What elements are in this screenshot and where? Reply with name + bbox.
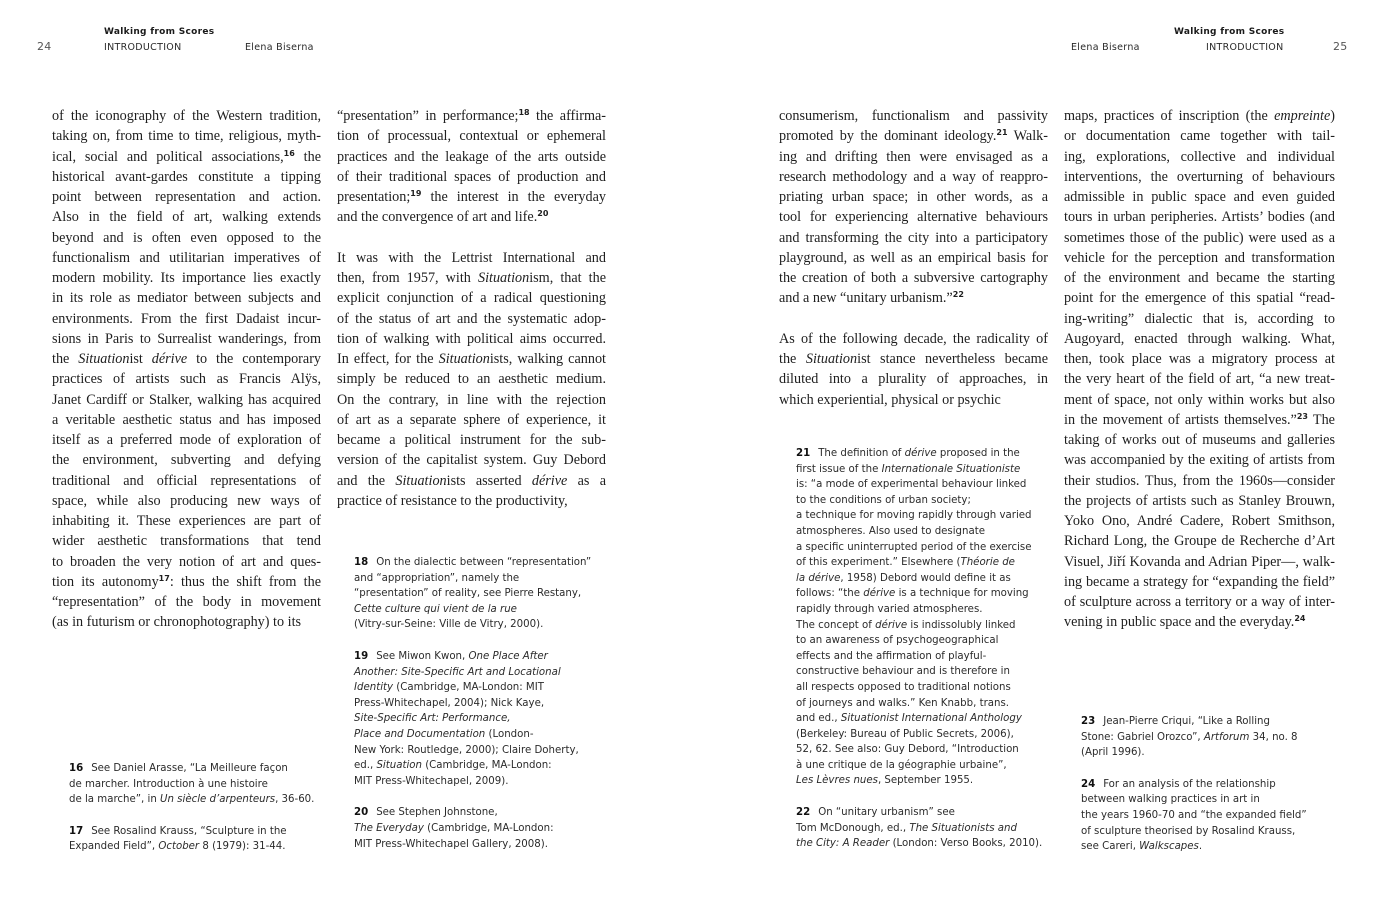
text-line: which experiential, physical or psychic (779, 391, 1001, 408)
text-line: the very heart of the field of art, “a new treat- (1064, 371, 1335, 388)
footnote-number: 19 (354, 650, 369, 662)
text-line: and the Situationists asserted dérive as a (337, 472, 606, 489)
text-line: the Situationist stance nevertheless became (779, 351, 1048, 367)
footnote-20: 20 See Stephen Johnstone, The Everyday (Cambridge, MA-London: MIT Press-Whitechapel Gallery, 2008). (354, 807, 554, 850)
footnote-number: 23 (1081, 716, 1096, 727)
text-line: environments. From the first Dadaist incur- (52, 310, 321, 327)
text-line: version of the capitalist system. Guy Debord (337, 452, 606, 469)
text-line: As of the following decade, the radicality of (779, 330, 1048, 347)
author-left: Elena Biserna (245, 42, 314, 53)
footnote-number: 18 (354, 557, 369, 568)
running-title-right: Walking from Scores (1174, 27, 1285, 37)
footnote-22: 22 On “unitary urbanism” see Tom McDonough, ed., The Situationists and the City: A Reader (London: Verso Books, 2010). (796, 807, 1043, 850)
footnote-number: 22 (796, 807, 811, 819)
text-line: then, from 1957, with Situationism, that the (337, 270, 607, 286)
text-line: maps, practices of inscription (the empreinte) (1064, 108, 1335, 124)
footnote-16: 16 See Daniel Arasse, “La Meilleure façon de marcher. Introduction à une histoire de la marche”, in Un siècle d’arpenteurs, 36-60. (69, 763, 315, 806)
text-line: point for the emergence of this spatial “read- (1064, 290, 1335, 307)
text-line: simply be reduced to an aesthetic medium. (337, 371, 606, 388)
footnote-18: 18 On the dialectic between “representation” and “appropriation”, namely the “presentation” of reality, see Pierre Restany, Cette culture qui vient de la rue (Vitry-sur-Seine: Ville de Vitry, 2000). (354, 557, 592, 631)
text-line: On the contrary, in line with the rejection (337, 391, 606, 408)
text-line: traditional and official representations of (52, 472, 321, 489)
text-line: tool for experiencing alternative behaviours (779, 209, 1048, 226)
text-line: consumerism, functionalism and passivity (779, 108, 1048, 124)
author-right: Elena Biserna (1071, 42, 1140, 53)
text-line: diluted into a plurality of approaches, in (779, 371, 1048, 388)
text-line: tion of walking with political aims occurred. (337, 330, 606, 347)
footnote-number: 21 (796, 448, 811, 459)
footnote-ref: 17 (158, 573, 170, 583)
text-line: ing-writing” dialectic that is, according to (1064, 310, 1335, 327)
body-column-right-2 (1064, 106, 1335, 633)
text-line: Also in the field of art, walking extends (52, 209, 321, 226)
text-line: then, took place was a migratory process at (1064, 351, 1335, 367)
text-line: in the movement of artists themselves.”$^{23}$ The (1064, 411, 1335, 428)
body-column-left-2 (337, 106, 606, 511)
text-line: was accompanied by the exiting of artists from (1064, 452, 1335, 469)
text-line: point between representation and action. (52, 189, 321, 205)
text-line: itself as a preferred mode of exploration of (52, 432, 321, 448)
page-number-left: 24 (37, 40, 52, 53)
text-line: a veritable aesthetic status and has imposed (52, 411, 321, 428)
footnote-24: 24 For an analysis of the relationship between walking practices in art in the years 1960-70 and “the expanded field” of sculpture theorised by Rosalind Krauss, see Careri, Walkscapes. (1081, 778, 1307, 853)
text-line: presentation;$^{19}$ the interest in the everyday (337, 189, 606, 205)
text-line: taking on, from time to time, religious, myth- (52, 128, 321, 145)
text-line: wider aesthetic transformations that tend (52, 533, 321, 550)
text-line: research methodology and a way of reappro- (779, 168, 1048, 185)
footnote-ref: 18 (518, 108, 530, 117)
text-line: in its role as mediator between subjects and (52, 290, 321, 307)
text-line: historical avant-gardes constitute a tipping (52, 168, 321, 185)
footnote-ref: 19 (410, 189, 422, 198)
footnotes-right-2 (1081, 714, 1343, 871)
text-line: tours in urban peripheries. Artists’ bodies (and (1064, 209, 1335, 226)
text-line: priating urban space; in other words, as a (779, 189, 1048, 205)
footnote-number: 20 (354, 807, 369, 819)
text-line: of the iconography of the Western tradition, (52, 108, 321, 124)
text-line: the creation of both a subversive cartography (779, 270, 1048, 286)
text-line: modern mobility. Its importance lies exactly (52, 270, 321, 286)
text-line: of their traditional spaces of production and (337, 168, 606, 185)
running-title-left: Walking from Scores (104, 27, 215, 37)
text-line: their studios. Thus, from the 1960s—consider (1064, 472, 1335, 489)
text-line: interventions, the overturning of behaviours (1064, 168, 1335, 185)
text-line: the Situationist dérive to the contemporary (52, 351, 322, 367)
text-line: tion of processual, contextual or ephemeral (337, 128, 606, 145)
text-line: Yoko Ono, André Cadere, Robert Smithson, (1064, 513, 1335, 529)
text-line: admissible in public space and even guided (1064, 189, 1335, 205)
text-line: “representation” of the body in movement (52, 594, 321, 610)
text-line: functionalism and utilitarian imperatives of (52, 249, 321, 266)
footnote-ref: 24 (1294, 614, 1306, 624)
text-line: or documentation came together with tail- (1064, 128, 1335, 145)
text-line: playground, as well as an empirical basis for (779, 249, 1048, 266)
footnote-ref: 23 (1296, 411, 1308, 421)
text-line: became a political instrument for the sub- (337, 432, 606, 448)
text-line: and the convergence of art and life.$^{20}$ (337, 209, 549, 226)
text-line: promoted by the dominant ideology.$^{21}$ Walk- (779, 128, 1048, 145)
text-line: ical, social and political associations,$^{16}$ the (52, 148, 321, 165)
text-line: sions in Paris to Surrealist wanderings, from (52, 330, 321, 347)
footnotes-right-1 (796, 446, 1058, 868)
text-line: and transforming the city into a participatory (779, 229, 1048, 246)
text-line: sometimes those of the public) were used as a (1064, 229, 1335, 246)
footnote-ref: 22 (952, 290, 964, 300)
text-line: Janet Cardiff or Stalker, walking has acquired (52, 391, 321, 408)
text-line: ing and drifting then were envisaged as a (779, 148, 1048, 165)
text-line: ing became a strategy for “expanding the field” (1064, 573, 1335, 590)
footnote-23: 23 Jean-Pierre Criqui, “Like a Rolling Stone: Gabriel Orozco”, Artforum 34, no. 8 (April 1996). (1081, 716, 1298, 759)
text-line: practice of resistance to the productivity, (337, 492, 568, 509)
text-line: inhabiting it. These experiences are part of (52, 513, 321, 529)
footnote-ref: 20 (537, 209, 549, 219)
footnote-17: 17 See Rosalind Krauss, “Sculpture in the Expanded Field”, October 8 (1979): 31-44. (69, 825, 287, 853)
footnote-number: 24 (1081, 778, 1096, 790)
footnote-number: 16 (69, 763, 84, 774)
text-line: Visuel, Jiří Kovanda and Adrian Piper—, walk- (1064, 553, 1335, 570)
text-line: of art as a separate sphere of experience, it (337, 411, 606, 428)
text-line: Richard Long, the Groupe de Recherche d’Art (1064, 533, 1335, 550)
text-line: and a new “unitary urbanism.”$^{22}$ (779, 290, 964, 307)
footnote-number: 17 (69, 825, 84, 837)
section-label-right: INTRODUCTION (1206, 42, 1284, 53)
text-line: practices and the leakage of the arts outside (337, 148, 606, 165)
text-line: taking of works out of museums and galleries (1064, 432, 1335, 448)
footnote-19: 19 See Miwon Kwon, One Place After Another: Site-Specific Art and Locational Identity (Cambridge, MA-London: MIT Press-Whitechapel, 2004); Nick Kaye, Site-Specific Art: Performance, Place and Documentation (London- New York: Routledge, 2000); Claire Doherty, ed., Situation (Cambridge, MA-London: MIT Press-Whitechapel, 2009). (354, 650, 579, 787)
text-line: explicit conjunction of a radical questioning (337, 290, 606, 307)
body-column-left-1 (52, 106, 321, 633)
text-line: Augoyard, enacted through walking. What, (1064, 330, 1335, 347)
text-line: ing, explorations, collective and individual (1064, 148, 1335, 165)
text-line: It was with the Lettrist International and (337, 249, 606, 266)
footnote-ref: 16 (283, 148, 295, 158)
text-line: tion its autonomy$^{17}$: thus the shift from the (52, 573, 321, 590)
text-line: vehicle for the perception and transformation (1064, 249, 1335, 266)
text-line: to broaden the very notion of art and ques- (52, 553, 321, 570)
text-line: “presentation” in performance;$^{18}$ the affirma- (337, 108, 606, 124)
footnotes-left-2 (354, 555, 614, 868)
body-column-right-1 (779, 106, 1048, 410)
text-line: ment of space, not only within works but also (1064, 391, 1335, 408)
text-line: (as in futurism or chronophotography) to its (52, 614, 302, 631)
page-number-right: 25 (1333, 40, 1348, 53)
text-line: In effect, for the Situationists, walking cannot (337, 351, 606, 367)
text-line: the environment, subverting and defying (52, 452, 321, 469)
footnotes-left-1 (69, 761, 329, 871)
text-line: of sculpture across a territory or a way of inter- (1064, 594, 1335, 610)
text-line: of the environment and became the starting (1064, 270, 1335, 286)
text-line: beyond and is often even opposed to the (52, 229, 321, 246)
footnote-ref: 21 (996, 128, 1008, 138)
text-line: practices of artists such as Francis Alÿs, (52, 371, 321, 388)
text-line: of the status of art and the systematic adop- (337, 310, 606, 327)
section-label-left: INTRODUCTION (104, 42, 182, 53)
footnote-21: 21 The definition of dérive proposed in the first issue of the Internationale Situationiste is: “a mode of experimental behaviour linked to the conditions of urban society; a technique for moving rapidly through varied atmospheres. Also used to designate a specific uninterrupted period of the exercise of this experiment.” Elsewhere (Théorie de la dérive, 1958) Debord would define it as follows: “the dérive is a technique for moving rapidly through varied atmospheres. The concept of dérive is indissolubly linked to an awareness of psychogeographical effects and the affirmation of playful- constructive behaviour and is therefore in all respects opposed to traditional notions of journeys and walks.” Ken Knabb, trans. and ed., Situationist International Anthology (Berkeley: Bureau of Public Secrets, 2006), 52, 62. See also: Guy Debord, “Introduction à une critique de la géographie urbaine”, Les Lèvres nues, September 1955. (796, 448, 1032, 787)
text-line: vening in public space and the everyday.$^{24}$ (1064, 614, 1306, 631)
text-line: the projects of artists such as Stanley Brouwn, (1064, 492, 1335, 509)
text-line: space, while also producing new ways of (52, 492, 321, 509)
